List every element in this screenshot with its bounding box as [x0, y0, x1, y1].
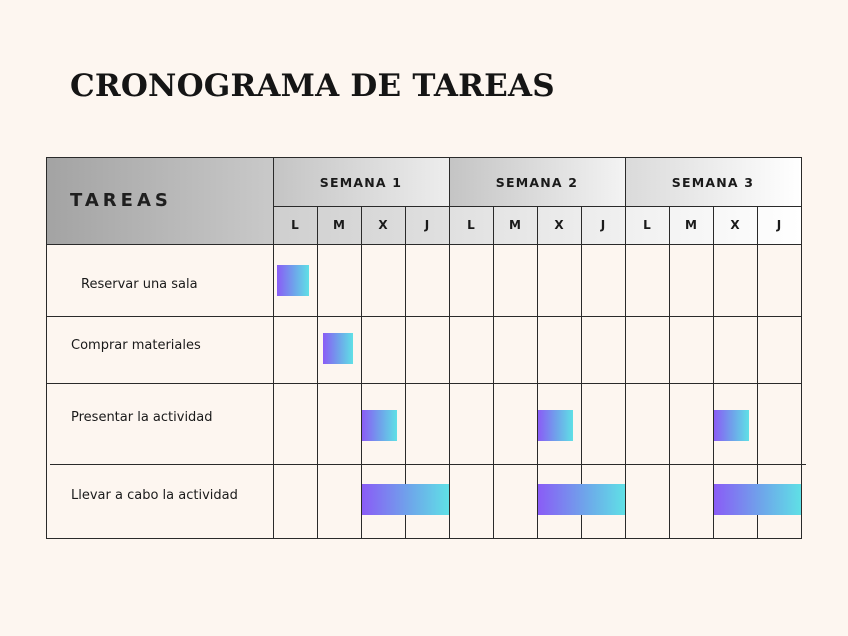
week-header-2: [449, 158, 625, 206]
week-header-label: SEMANA 1: [319, 174, 403, 190]
day-header: M: [333, 218, 345, 232]
grid-line: [46, 157, 47, 539]
day-header: L: [467, 218, 475, 232]
grid-line: [46, 383, 802, 384]
task-bar: [538, 410, 573, 441]
task-bar: [277, 265, 309, 296]
grid-line: [317, 206, 318, 539]
grid-line: [669, 206, 670, 539]
task-label: Llevar a cabo la actividad: [71, 488, 238, 503]
tasks-header-label: TAREAS: [70, 190, 172, 211]
grid-line: [46, 244, 802, 245]
grid-line: [46, 157, 802, 158]
grid-line: [273, 157, 274, 539]
week-header-label: SEMANA 3: [671, 174, 755, 190]
task-bar: [362, 410, 397, 441]
day-header: X: [730, 218, 740, 232]
week-header-3: [625, 158, 801, 206]
week-header-1: [273, 158, 449, 206]
task-bar: [714, 484, 801, 515]
task-bar: [714, 410, 749, 441]
day-header: L: [643, 218, 651, 232]
grid-line: [801, 157, 802, 539]
week-header-label: SEMANA 2: [495, 174, 579, 190]
day-header: X: [378, 218, 388, 232]
day-header: J: [776, 218, 782, 232]
grid-line: [493, 206, 494, 539]
task-label: Comprar materiales: [71, 338, 201, 353]
grid-line: [449, 157, 450, 539]
day-header: M: [685, 218, 697, 232]
grid-line: [46, 316, 802, 317]
task-bar: [362, 484, 449, 515]
page-title: CRONOGRAMA DE TAREAS: [70, 68, 555, 104]
day-header: J: [424, 218, 430, 232]
grid-line: [50, 464, 806, 465]
grid-line: [625, 157, 626, 539]
task-bar: [538, 484, 625, 515]
task-label: Presentar la actividad: [71, 410, 213, 425]
task-label: Reservar una sala: [81, 277, 198, 292]
day-header: M: [509, 218, 521, 232]
day-header: J: [600, 218, 606, 232]
grid-line: [46, 538, 802, 539]
task-bar: [323, 333, 353, 364]
day-header: X: [554, 218, 564, 232]
day-header: L: [291, 218, 299, 232]
